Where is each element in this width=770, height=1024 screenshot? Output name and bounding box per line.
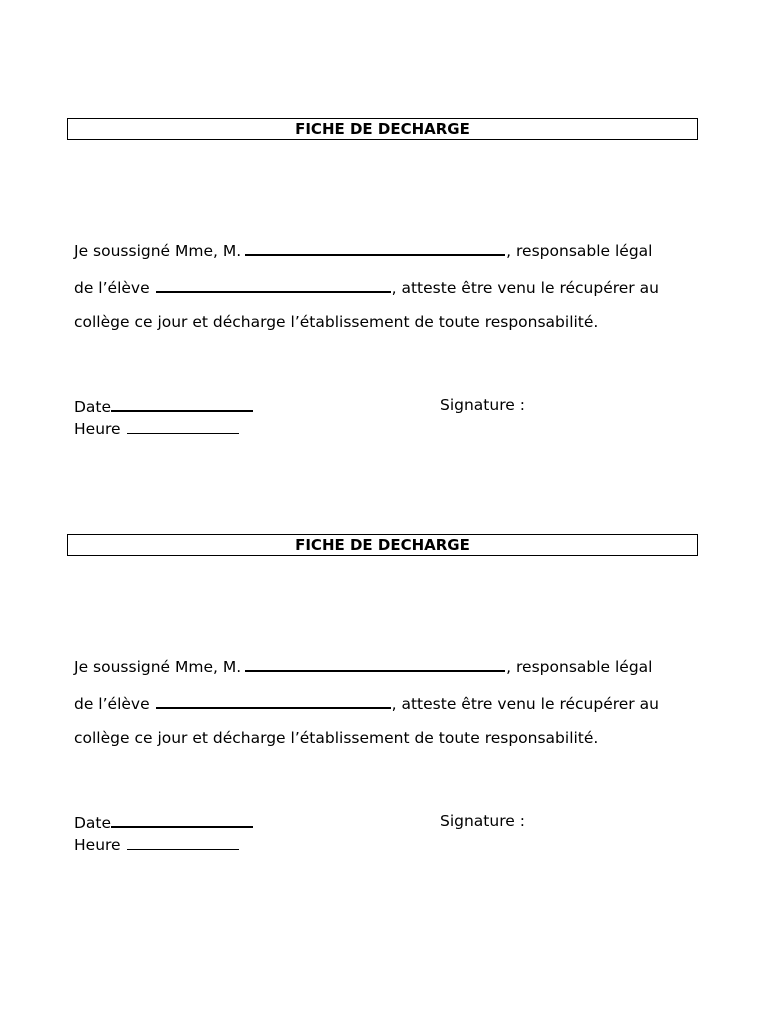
time-label: Heure: [74, 420, 121, 438]
date-field[interactable]: [111, 395, 253, 412]
discharge-form-1: [0, 0, 770, 438]
statement-suffix: , responsable légal: [506, 242, 653, 260]
statement-line-1: [74, 655, 652, 677]
signature-label: Signature :: [440, 396, 525, 414]
date-field[interactable]: [111, 811, 253, 828]
guardian-name-field[interactable]: [245, 239, 505, 256]
guardian-name-field[interactable]: [245, 655, 505, 672]
statement-line-2: [74, 276, 659, 298]
statement-line-3: collège ce jour et décharge l’établissement de toute responsabilité.: [74, 729, 599, 747]
statement-suffix: , atteste être venu le récupérer au: [391, 695, 659, 713]
form-title: FICHE DE DECHARGE: [67, 534, 698, 556]
date-label: Date: [74, 814, 112, 832]
student-name-field[interactable]: [156, 276, 391, 293]
statement-line-1: [74, 239, 652, 261]
statement-prefix: de l’élève: [74, 279, 150, 297]
time-label: Heure: [74, 836, 121, 854]
statement-prefix: de l’élève: [74, 695, 150, 713]
statement-prefix: Je soussigné Mme, M.: [74, 242, 242, 260]
signature-label: Signature :: [440, 812, 525, 830]
time-field[interactable]: [127, 834, 239, 850]
form-title: FICHE DE DECHARGE: [67, 118, 698, 140]
statement-line-2: [74, 692, 659, 714]
statement-suffix: , responsable légal: [506, 658, 653, 676]
statement-line-3: collège ce jour et décharge l’établissement de toute responsabilité.: [74, 313, 599, 331]
student-name-field[interactable]: [156, 692, 391, 709]
time-row: [74, 834, 239, 855]
discharge-form-2: [0, 416, 770, 854]
date-label: Date: [74, 398, 112, 416]
date-row: [74, 395, 253, 417]
statement-prefix: Je soussigné Mme, M.: [74, 658, 242, 676]
statement-suffix: , atteste être venu le récupérer au: [391, 279, 659, 297]
date-row: [74, 811, 253, 833]
